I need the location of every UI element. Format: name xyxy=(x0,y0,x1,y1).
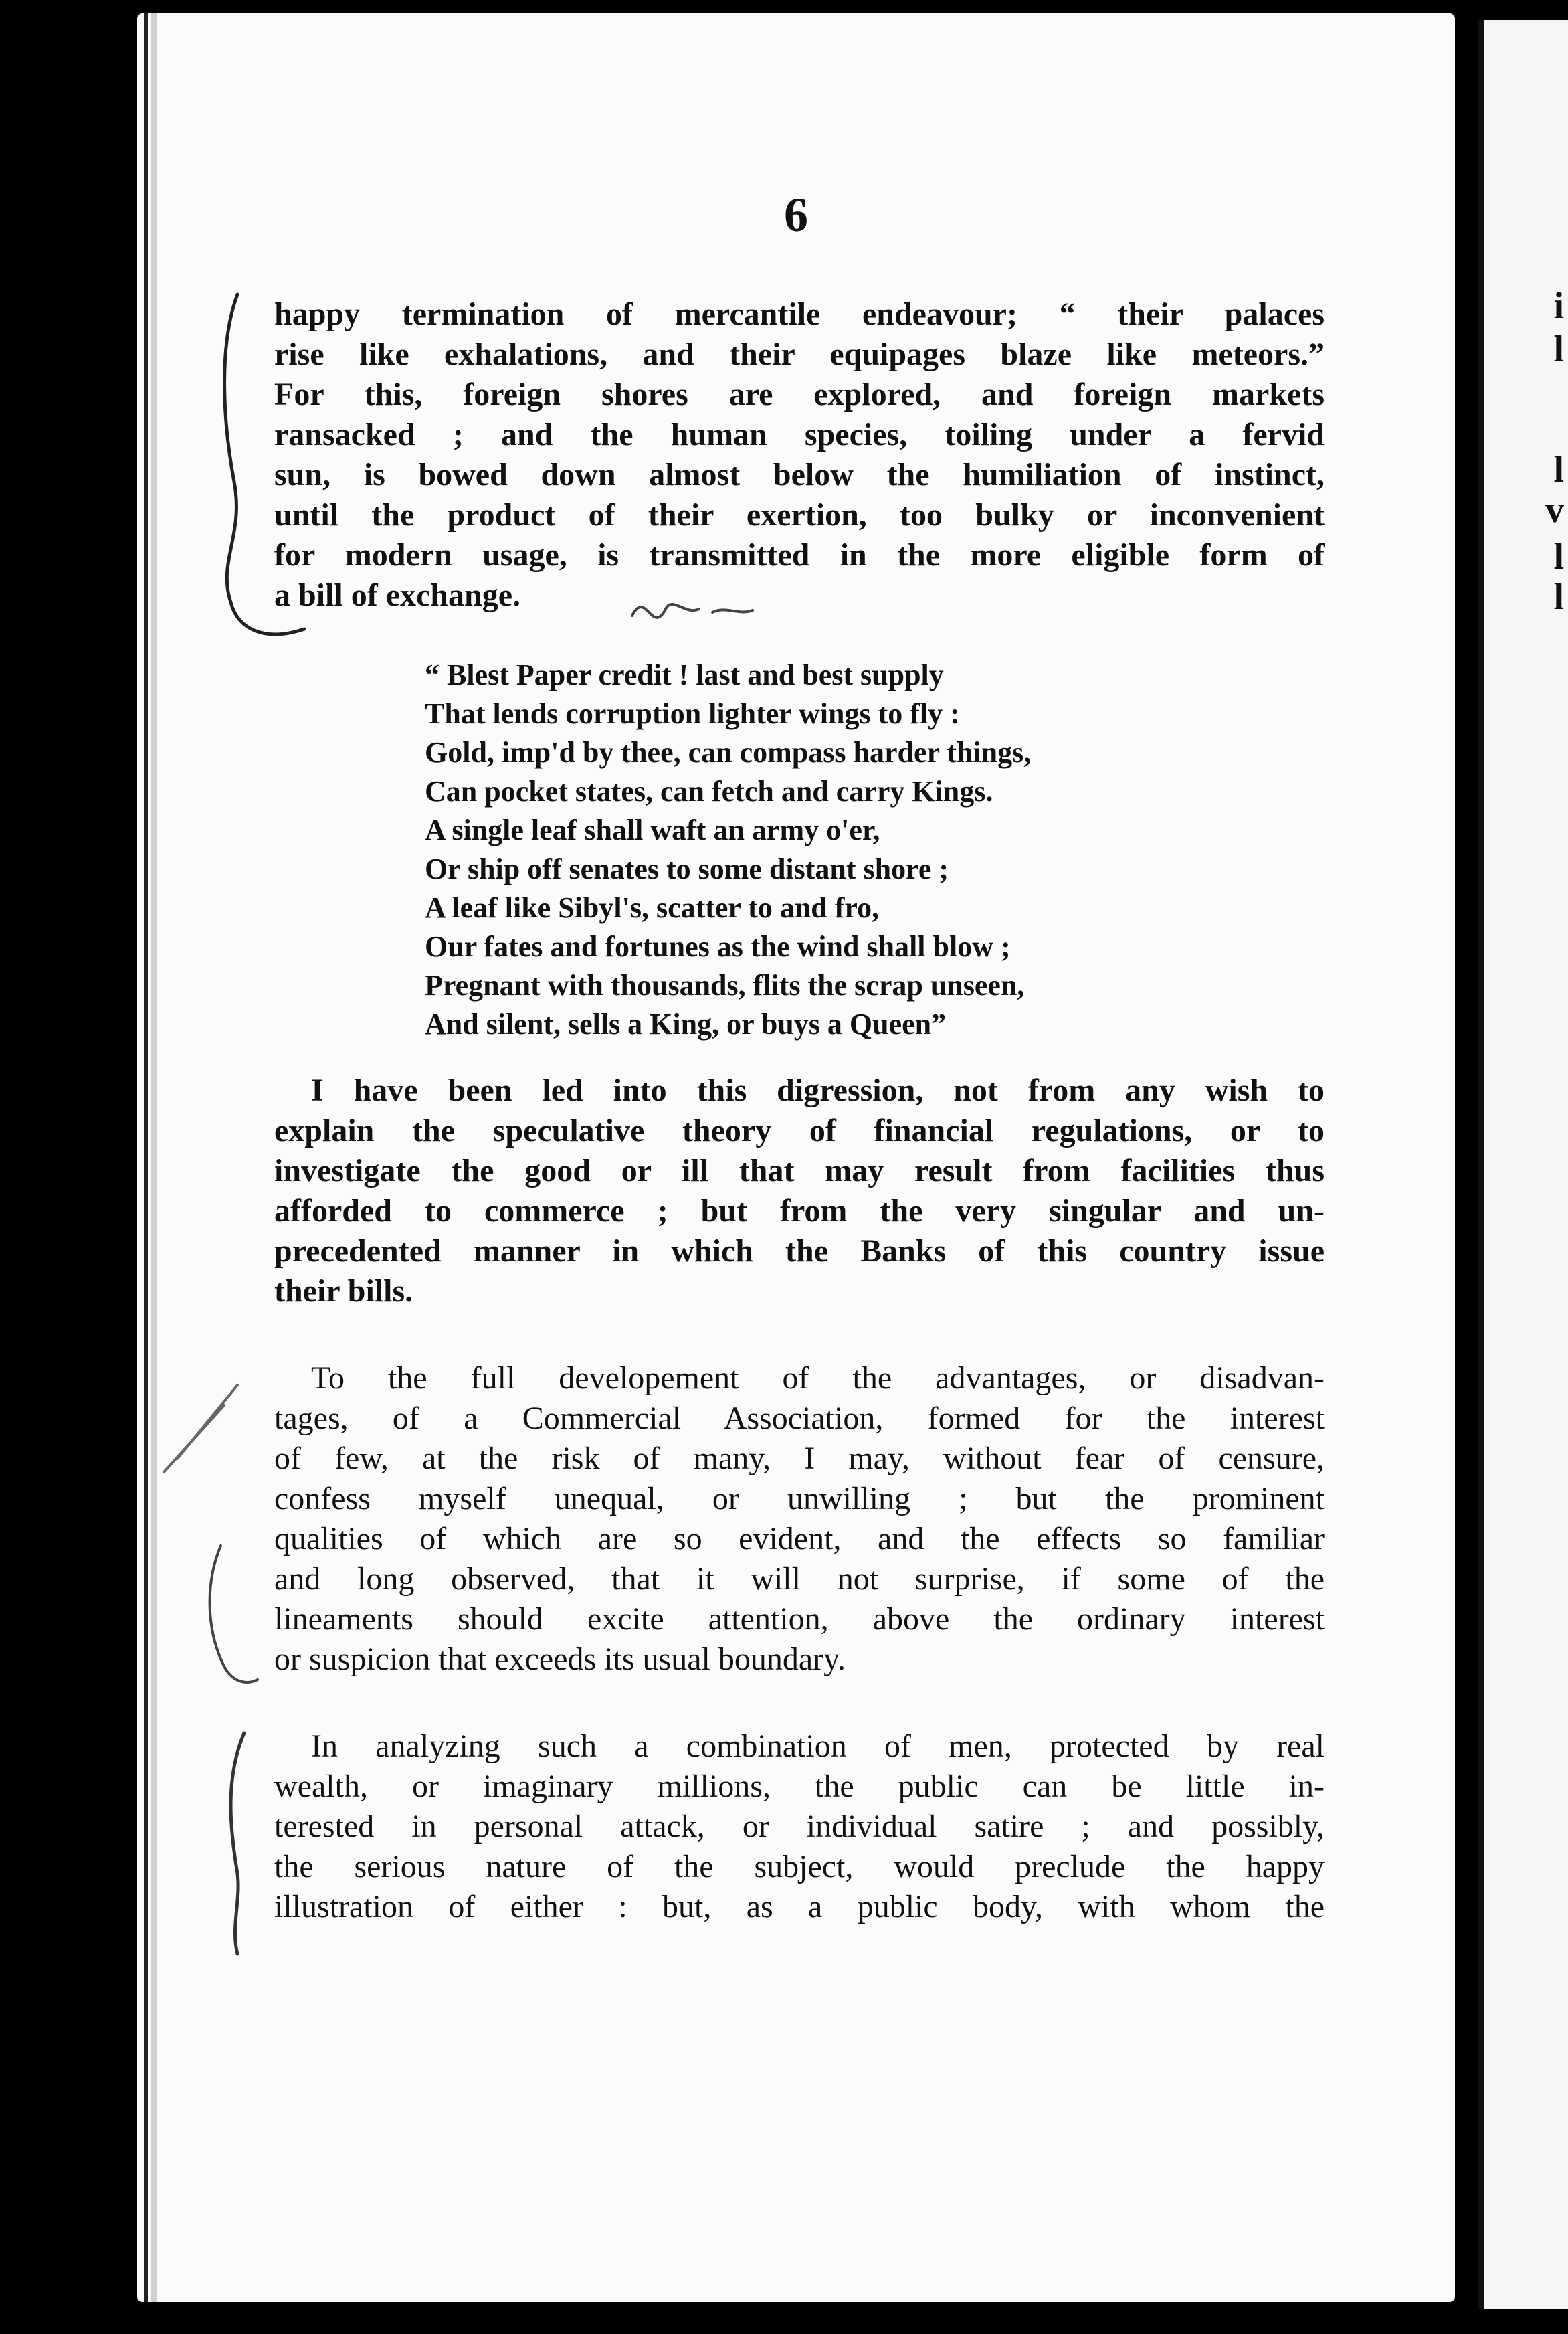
text-line: of few, at the risk of many, I may, without fear of censure, xyxy=(274,1441,1325,1476)
verse-line: A leaf like Sibyl's, scatter to and fro, xyxy=(425,891,880,924)
text-line: their bills. xyxy=(274,1273,413,1309)
adjacent-page-fragment: v xyxy=(1545,489,1564,531)
verse-line: Our fates and fortunes as the wind shall blow ; xyxy=(425,930,1011,963)
text-line: In analyzing such a combination of men, protected by real xyxy=(311,1728,1325,1764)
book-page xyxy=(137,13,1455,2302)
adjacent-page-gutter xyxy=(1478,20,1484,2309)
text-line: qualities of which are so evident, and the effects so familiar xyxy=(274,1521,1325,1556)
text-line: happy termination of mercantile endeavour; “ their palaces xyxy=(274,296,1325,332)
verse-line: A single leaf shall waft an army o'er, xyxy=(425,814,880,846)
adjacent-page-fragment: i xyxy=(1553,285,1564,327)
text-line: until the product of their exertion, too bulky or inconvenient xyxy=(274,497,1325,533)
adjacent-page-edge xyxy=(1478,20,1568,2309)
verse-line: And silent, sells a King, or buys a Queen” xyxy=(425,1008,947,1041)
bracket-mark xyxy=(225,294,304,634)
scribble-mark xyxy=(632,604,753,618)
text-line: confess myself unequal, or unwilling ; but the prominent xyxy=(274,1481,1325,1516)
verse-line: Gold, imp'd by thee, can compass harder things, xyxy=(425,736,1032,769)
handwritten-margin-marks xyxy=(137,13,1455,2302)
text-line: I have been led into this digression, not from any wish to xyxy=(311,1073,1325,1108)
text-line: rise like exhalations, and their equipages blaze like meteors.” xyxy=(274,337,1325,372)
text-line: precedented manner in which the Banks of this country issue xyxy=(274,1233,1325,1269)
text-line: tages, of a Commercial Association, formed for the interest xyxy=(274,1401,1325,1436)
text-line: the serious nature of the subject, would preclude the happy xyxy=(274,1849,1325,1884)
text-line: wealth, or imaginary millions, the public can be little in- xyxy=(274,1769,1325,1804)
text-line: To the full developement of the advantages, or disadvan- xyxy=(311,1360,1325,1396)
text-line: illustration of either : but, as a public body, with whom the xyxy=(274,1889,1325,1924)
adjacent-page-fragment: l xyxy=(1553,449,1564,490)
adjacent-page-fragment: l xyxy=(1553,576,1564,618)
text-line: For this, foreign shores are explored, and foreign markets xyxy=(274,377,1325,412)
text-line: and long observed, that it will not surprise, if some of the xyxy=(274,1561,1325,1597)
text-line: or suspicion that exceeds its usual boundary. xyxy=(274,1641,846,1677)
text-line: sun, is bowed down almost below the humiliation of instinct, xyxy=(274,457,1325,492)
verse-line: “ Blest Paper credit ! last and best supply xyxy=(425,658,944,691)
text-line: afforded to commerce ; but from the very singular and un- xyxy=(274,1193,1325,1229)
slash-mark xyxy=(164,1385,237,1472)
text-line: a bill of exchange. xyxy=(274,577,520,613)
verse-line: Or ship off senates to some distant shore ; xyxy=(425,852,949,885)
text-line: for modern usage, is transmitted in the more eligible form of xyxy=(274,537,1325,573)
text-line: lineaments should excite attention, above the ordinary interest xyxy=(274,1601,1325,1637)
text-line: explain the speculative theory of financial regulations, or to xyxy=(274,1113,1325,1148)
adjacent-page-fragment: l xyxy=(1553,536,1564,577)
text-line: investigate the good or ill that may result from facilities thus xyxy=(274,1153,1325,1188)
verse-line: That lends corruption lighter wings to fly : xyxy=(425,697,960,730)
verse-line: Pregnant with thousands, flits the scrap unseen, xyxy=(425,969,1025,1002)
bracket-mark xyxy=(210,1546,258,1682)
verse-line: Can pocket states, can fetch and carry Kings. xyxy=(425,775,993,808)
text-line: terested in personal attack, or individual satire ; and possibly, xyxy=(274,1809,1325,1844)
adjacent-page-fragment: l xyxy=(1553,329,1564,370)
page-number: 6 xyxy=(784,188,808,242)
bracket-mark xyxy=(231,1733,244,1954)
text-line: ransacked ; and the human species, toiling under a fervid xyxy=(274,417,1325,452)
